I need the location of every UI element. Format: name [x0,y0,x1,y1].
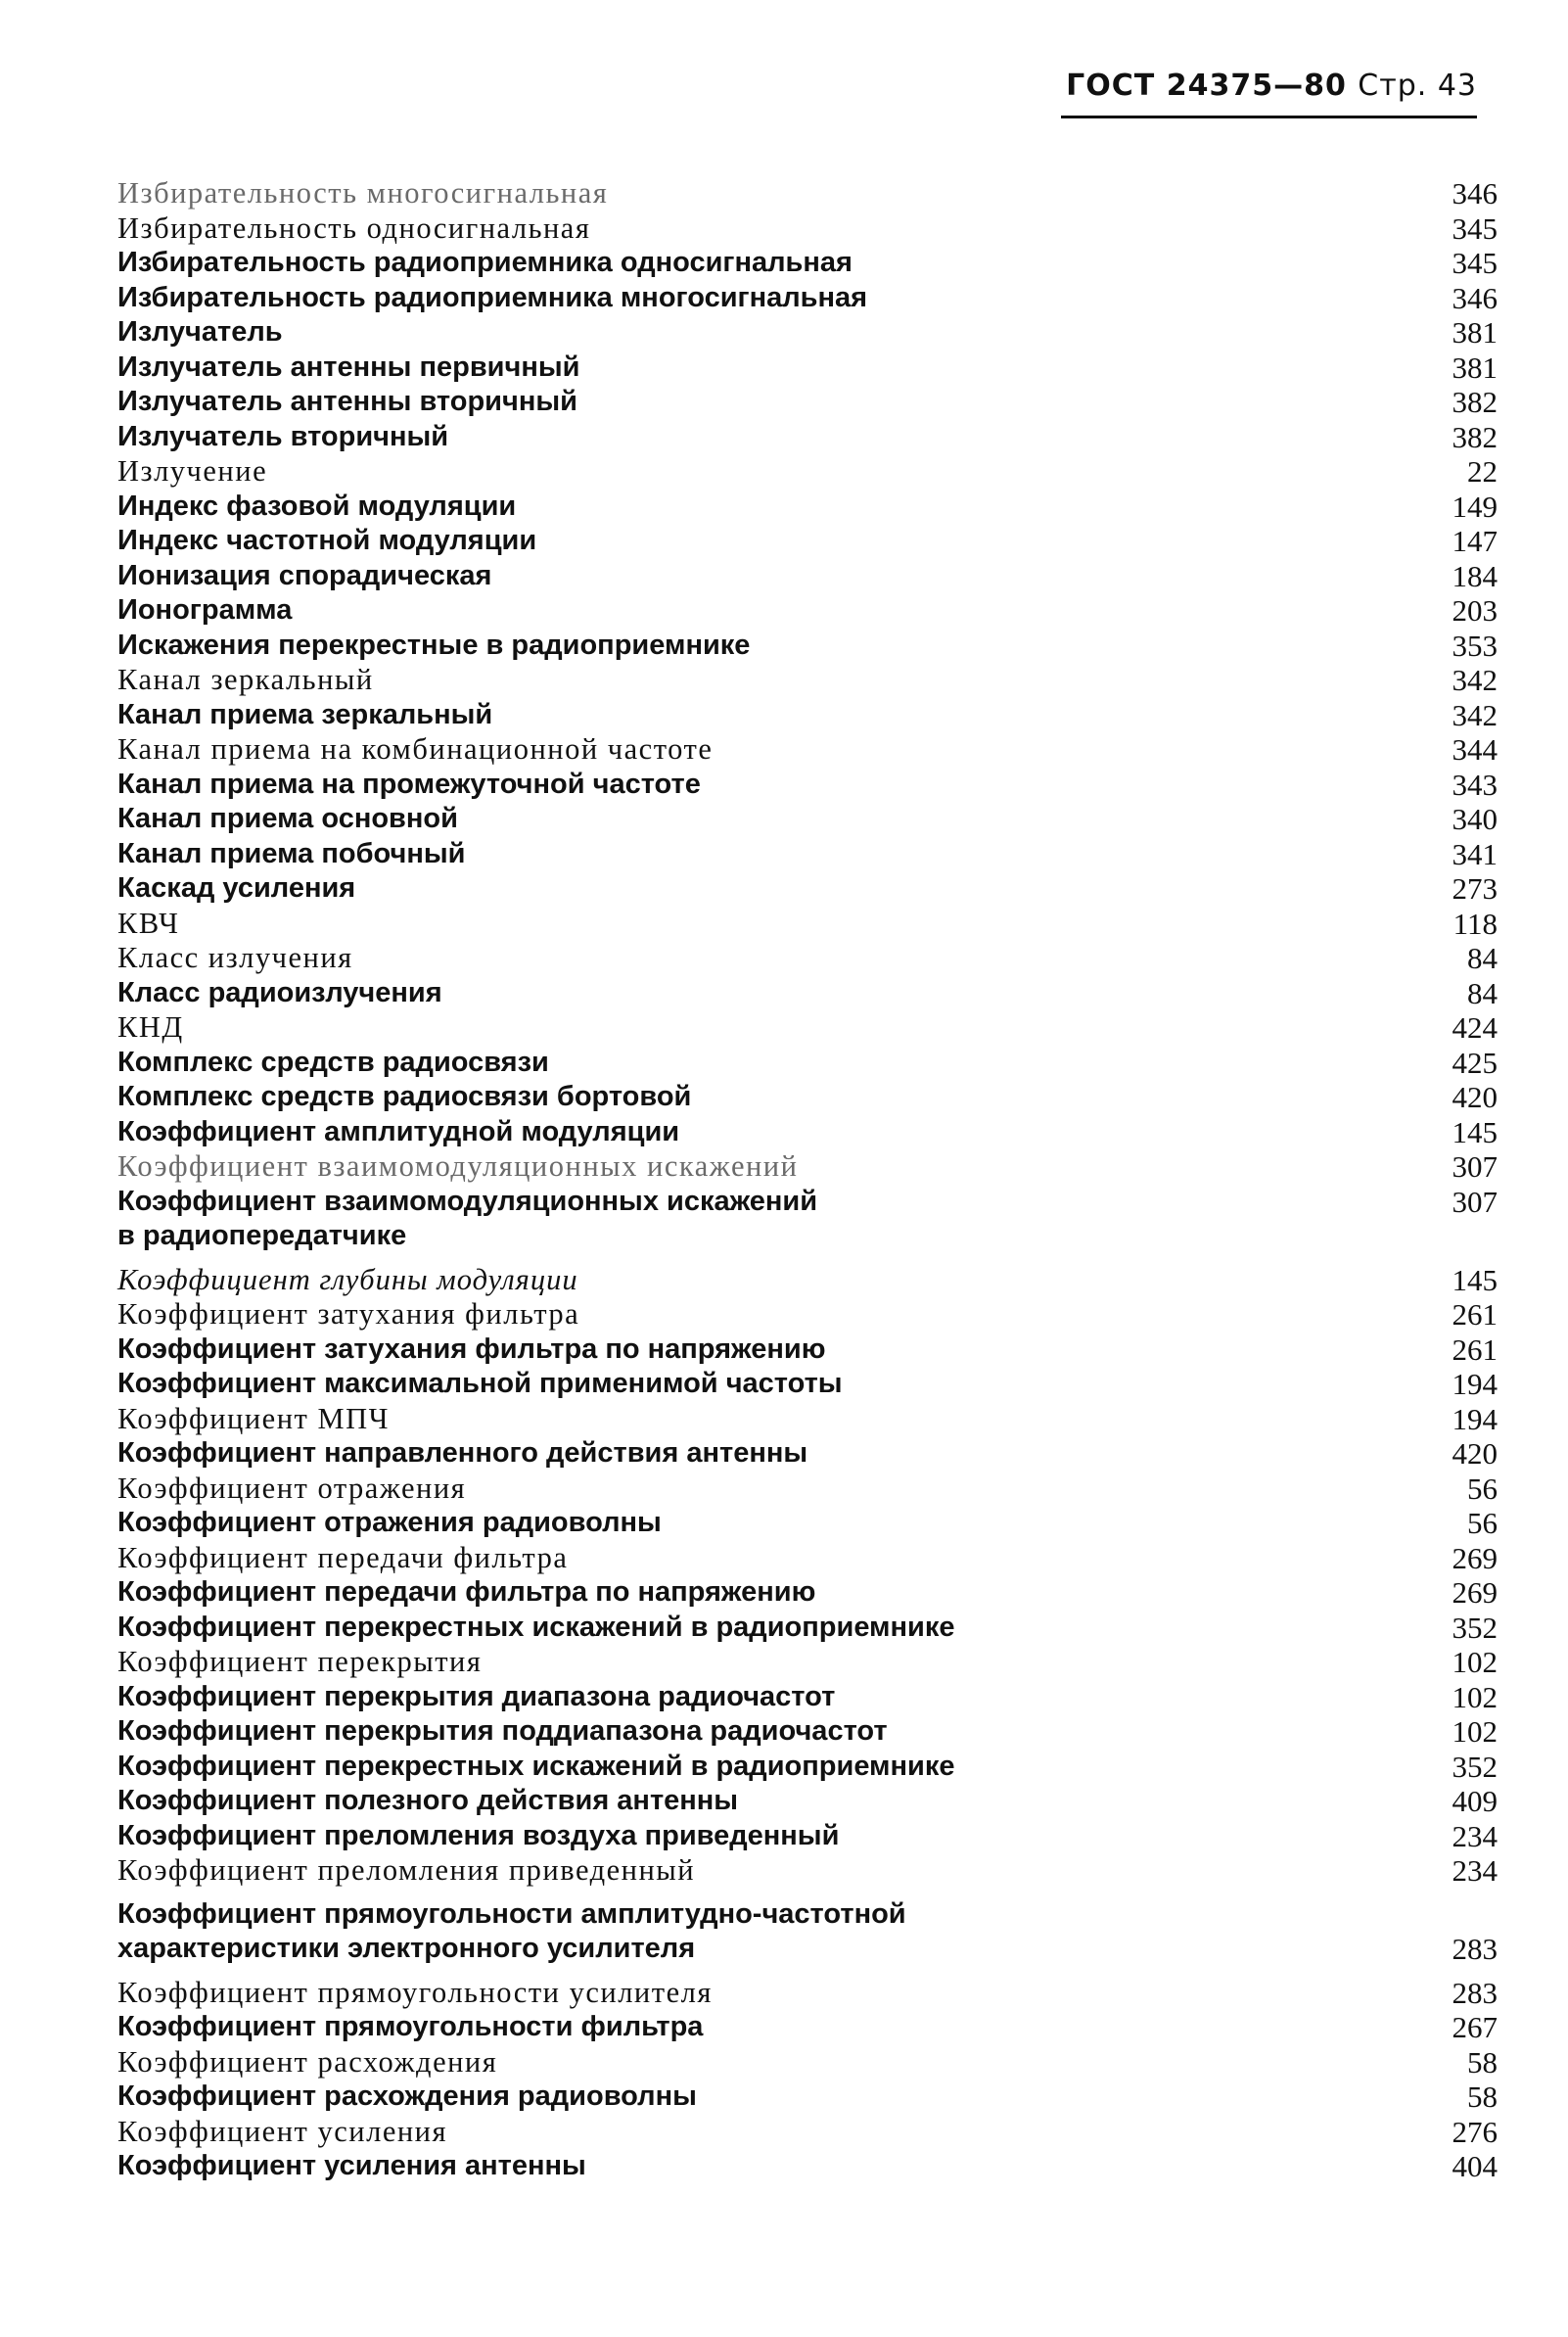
standard-number: ГОСТ 24375—80 [1066,69,1347,103]
index-entry [117,2045,1498,2080]
index-page-number: 147 [1452,524,1498,558]
index-entry [117,1263,1498,1298]
index-entry [117,1297,1498,1332]
index-entry [117,1149,1498,1185]
index-page-number: 382 [1452,419,1498,454]
index-entry [117,1115,1498,1150]
index-term: Коэффициент усиления антенны [117,2150,586,2181]
index-page-number: 283 [1452,1975,1498,2010]
index-entry [117,1976,1498,2011]
index-page-number: 341 [1452,836,1498,871]
index-term: Коэффициент расхождения радиоволны [117,2080,697,2112]
index-term: Коэффициент прямоугольности усилителя [117,1975,713,2009]
index-term: Коэффициент амплитудной модуляции [117,1115,680,1147]
index-page-number: 353 [1452,628,1498,663]
index-page-number: 84 [1467,975,1498,1010]
index-page-number: 194 [1452,1367,1498,1401]
index-entry [117,1611,1498,1646]
index-page-number: 267 [1452,2010,1498,2044]
index-entry [117,420,1498,455]
index-entry [117,1575,1498,1611]
index-page-number: 283 [1452,1932,1498,1966]
index-entry [117,315,1498,351]
index-term: Коэффициент усиления [117,2114,448,2148]
index-entry [117,524,1498,559]
index-term: Коэффициент передачи фильтра по напряжению [117,1576,816,1608]
index-entry [117,1784,1498,1819]
index-entry [117,593,1498,629]
index-page-number: 307 [1452,1184,1498,1219]
index-page-number: 234 [1452,1853,1498,1888]
page-header [1066,69,1477,103]
index-page-number: 420 [1452,1436,1498,1471]
index-term: Коэффициент перекрытия [117,1645,483,1678]
index-term: Излучатель вторичный [117,420,449,452]
index-term: Класс излучения [117,941,353,974]
index-entry [117,351,1498,386]
index-entry [117,663,1498,698]
index-page-number: 345 [1452,210,1498,246]
index-term: Коэффициент взаимомодуляционных искажений [117,1149,799,1183]
index-entry [117,559,1498,594]
index-term: Коэффициент расхождения [117,2044,498,2079]
index-page-number: 404 [1452,2149,1498,2183]
index-page-number: 58 [1467,2080,1498,2114]
index-term: КВЧ [117,906,180,940]
index-term: Коэффициент максимальной применимой частоты [117,1368,843,1399]
index-page-number: 342 [1452,697,1498,732]
index-entry [117,1010,1498,1046]
index-page-number: 273 [1452,871,1498,906]
index-page-number: 194 [1452,1401,1498,1436]
index-list [117,176,1498,2184]
index-entry [117,2080,1498,2115]
index-term: КНД [117,1010,184,1044]
index-term: Канал приема основной [117,803,458,834]
index-entry [117,2149,1498,2184]
index-term: Коэффициент полезного действия антенны [117,1785,739,1816]
index-entry [117,907,1498,942]
index-term: Комплекс средств радиосвязи бортовой [117,1081,692,1112]
index-entry [117,2115,1498,2150]
index-page-number: 342 [1452,663,1498,697]
index-page-number: 345 [1452,246,1498,280]
index-entry [117,1750,1498,1785]
index-entry [117,454,1498,490]
index-term: Коэффициент передачи фильтра [117,1540,569,1574]
index-entry [117,837,1498,872]
index-page-number: 382 [1452,385,1498,419]
index-term: Индекс частотной модуляции [117,525,537,556]
index-entry [117,1897,1498,1967]
index-page-number: 203 [1452,593,1498,628]
index-page-number: 56 [1467,1471,1498,1506]
index-entry [117,1402,1498,1437]
index-page-number: 425 [1452,1045,1498,1080]
index-entry [117,490,1498,525]
index-term: Избирательность многосигнальная [117,176,609,210]
index-term: Избирательность радиоприемника односигнальная [117,247,853,278]
index-page-number: 352 [1452,1610,1498,1645]
index-term: Избирательность радиоприемника многосигнальная [117,281,868,313]
index-entry [117,1080,1498,1115]
index-entry [117,941,1498,976]
index-term: Канал приема зеркальный [117,698,493,730]
page-number: Стр. 43 [1358,69,1477,103]
index-page-number: 269 [1452,1540,1498,1575]
index-entry [117,1367,1498,1402]
index-term: Искажения перекрестные в радиоприемнике [117,629,751,661]
index-page-number: 261 [1452,1332,1498,1367]
index-term: Коэффициент прямоугольности амплитудно-частотной характеристики электронного усилителя [117,1897,906,1964]
index-entry [117,385,1498,420]
index-page-number: 420 [1452,1080,1498,1114]
index-term: Каскад усиления [117,872,356,904]
index-entry [117,732,1498,768]
index-page-number: 84 [1467,941,1498,975]
index-page-number: 352 [1452,1749,1498,1784]
index-page-number: 145 [1452,1114,1498,1149]
index-page-number: 145 [1452,1262,1498,1297]
index-page-number: 343 [1452,767,1498,802]
index-entry [117,1541,1498,1576]
index-page-number: 22 [1467,454,1498,489]
index-entry [117,1819,1498,1854]
index-term: Излучение [117,454,268,488]
index-term: Канал приема побочный [117,837,466,869]
index-term: Коэффициент перекрытия поддиапазона радиочастот [117,1715,888,1747]
index-term: Коэффициент перекрытия диапазона радиочастот [117,1680,836,1712]
index-term: Ионограмма [117,594,293,626]
index-entry [117,629,1498,664]
index-page-number: 346 [1452,176,1498,210]
index-term: Излучатель [117,316,283,348]
index-entry [117,1436,1498,1472]
index-page-number: 56 [1467,1506,1498,1540]
index-term: Коэффициент отражения радиоволны [117,1507,662,1538]
index-page-number: 424 [1452,1010,1498,1045]
index-term: Коэффициент прямоугольности фильтра [117,2011,704,2042]
index-term: Комплекс средств радиосвязи [117,1046,549,1078]
index-page-number: 340 [1452,802,1498,836]
index-term: Излучатель антенны первичный [117,351,580,383]
index-page-number: 307 [1452,1149,1498,1184]
index-term: Коэффициент глубины модуляции [117,1262,578,1296]
index-entry [117,1645,1498,1680]
index-page-number: 184 [1452,558,1498,593]
index-entry [117,1853,1498,1889]
index-entry [117,1506,1498,1541]
index-entry [117,1046,1498,1081]
index-term: Коэффициент преломления приведенный [117,1853,696,1887]
index-entry [117,802,1498,837]
index-entry [117,2010,1498,2045]
index-page-number: 381 [1452,350,1498,385]
index-page-number: 58 [1467,2044,1498,2080]
index-term: Канал зеркальный [117,663,374,696]
index-page-number: 409 [1452,1784,1498,1818]
index-term: Коэффициент перекрестных искажений в радиоприемнике [117,1611,955,1643]
index-page-number: 118 [1453,906,1498,941]
index-term: Избирательность односигнальная [117,210,591,245]
index-page-number: 276 [1452,2114,1498,2149]
index-entry [117,246,1498,281]
index-term: Класс радиоизлучения [117,976,442,1008]
index-entry [117,1680,1498,1715]
index-page-number: 102 [1452,1714,1498,1749]
index-page-number: 261 [1452,1297,1498,1332]
index-entry [117,176,1498,211]
index-term: Коэффициент затухания фильтра по напряжению [117,1332,826,1365]
index-page-number: 102 [1452,1679,1498,1714]
index-entry [117,1714,1498,1750]
index-term: Канал приема на промежуточной частоте [117,768,701,800]
index-entry [117,281,1498,316]
index-entry [117,211,1498,247]
index-page-number: 149 [1452,489,1498,524]
index-term: Коэффициент затухания фильтра [117,1297,580,1331]
index-page-number: 269 [1452,1575,1498,1610]
index-page-number: 381 [1452,315,1498,350]
index-term: Коэффициент преломления воздуха приведенный [117,1819,840,1851]
index-entry [117,1472,1498,1507]
index-term: Излучатель антенны вторичный [117,386,577,417]
index-entry [117,698,1498,733]
index-entry [117,1332,1498,1368]
index-page-number: 344 [1452,732,1498,767]
index-term: Индекс фазовой модуляции [117,490,517,522]
index-term: Коэффициент направленного действия антенны [117,1437,808,1469]
index-page-number: 102 [1452,1645,1498,1679]
index-term: Ионизация спорадическая [117,559,492,591]
index-term: Коэффициент взаимомодуляционных искажений в радиопередатчике [117,1185,818,1251]
index-entry [117,871,1498,907]
index-entry [117,1185,1498,1254]
index-page-number: 346 [1452,280,1498,315]
header-rule [1061,116,1477,118]
index-term: Коэффициент МПЧ [117,1401,390,1435]
index-term: Коэффициент отражения [117,1471,467,1505]
index-entry [117,768,1498,803]
index-term: Канал приема на комбинационной частоте [117,732,714,766]
index-page-number: 234 [1452,1818,1498,1853]
index-term: Коэффициент перекрестных искажений в радиоприемнике [117,1750,955,1782]
index-entry [117,976,1498,1011]
